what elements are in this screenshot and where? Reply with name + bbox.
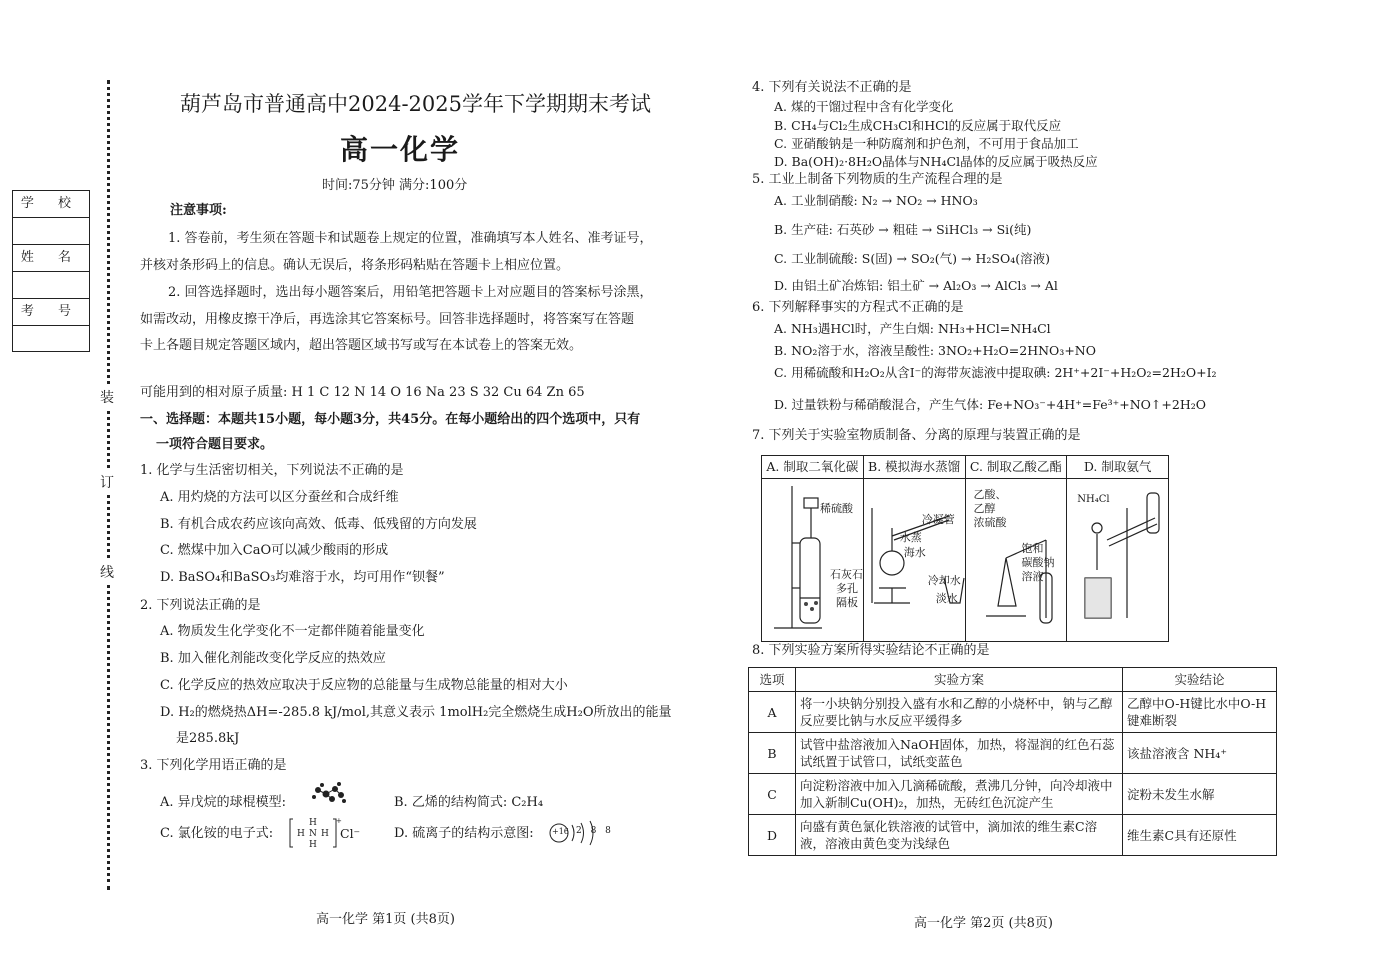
table-row <box>749 733 1277 774</box>
q7-header-a: A. 制取二氧化碳 <box>762 456 863 479</box>
school-field[interactable] <box>13 218 89 245</box>
q8-row-b-plan: 试管中盐溶液加入NaOH固体，加热，将湿润的红色石蕊试纸置于试管口，试纸变蓝色 <box>796 733 1123 774</box>
label-solution: 溶液 <box>1021 570 1044 583</box>
q4-option-c: C. 亚硝酸钠是一种防腐剂和护色剂，不可用于食品加工 <box>774 136 1079 151</box>
q4-option-d: D. Ba(OH)₂·8H₂O晶体与NH₄Cl晶体的反应属于吸热反应 <box>774 154 1098 169</box>
binding-char-xian: 线 <box>100 560 114 584</box>
q2-option-a: A. 物质发生化学变化不一定都伴随着能量变化 <box>160 624 425 639</box>
q7-panel-c <box>966 456 1068 641</box>
label-plate: 隔板 <box>836 596 858 609</box>
notice-1-line-2: 并核对条形码上的信息。确认无误后，将条形码粘贴在答题卡上相应位置。 <box>140 258 570 273</box>
label-cooling-water: 冷却水 <box>927 574 961 587</box>
svg-text:H: H <box>321 829 329 839</box>
notice-2-line-1: 2. 回答选择题时，选出每小题答案后，用铅笔把答题卡上对应题目的答案标号涂黑， <box>168 285 653 300</box>
q8-header-row <box>749 668 1277 692</box>
q3-stem: 3. 下列化学用语正确的是 <box>140 758 287 773</box>
q2-option-c: C. 化学反应的热效应取决于反应物的总能量与生成物总能量的相对大小 <box>160 678 568 693</box>
q5-option-d: D. 由铝土矿冶炼铝: 铝土矿 → Al₂O₃ → AlCl₃ → Al <box>774 278 1058 293</box>
q2-stem: 2. 下列说法正确的是 <box>140 598 261 613</box>
q6-option-a: A. NH₃遇HCl时，产生白烟: NH₃+HCl=NH₄Cl <box>774 321 1051 336</box>
q7-header-d: D. 制取氨气 <box>1067 456 1168 479</box>
label-fresh-water: 淡水 <box>935 592 958 605</box>
table-row <box>749 692 1277 733</box>
q2-option-b: B. 加入催化剂能改变化学反应的热效应 <box>160 651 386 666</box>
q1-option-c: C. 燃煤中加入CaO可以减少酸雨的形成 <box>160 543 389 558</box>
q7-header-b: B. 模拟海水蒸馏 <box>864 456 965 479</box>
svg-text:+: + <box>336 817 342 825</box>
label-seawater: 海水 <box>903 546 926 559</box>
notice-2-line-3: 卡上各题目规定答题区域内，超出答题区域书写或写在本试卷上的答案无效。 <box>140 338 583 353</box>
q3-option-a: A. 异戊烷的球棍模型: <box>160 795 287 810</box>
svg-text:H: H <box>309 840 317 850</box>
label-condenser: 冷凝管 <box>921 513 955 526</box>
q8-stem: 8. 下列实验方案所得实验结论不正确的是 <box>752 643 990 658</box>
label-dilute-sulfuric: 稀硫酸 <box>820 502 853 515</box>
q6-stem: 6. 下列解释事实的方程式不正确的是 <box>752 300 964 315</box>
q4-stem: 4. 下列有关说法不正确的是 <box>752 80 912 95</box>
left-footer: 高一化学 第1页 (共8页) <box>316 912 455 927</box>
q1-option-a: A. 用灼烧的方法可以区分蚕丝和合成纤维 <box>160 490 399 505</box>
label-sodium-carbonate: 碳酸钠 <box>1021 556 1055 569</box>
label-porous: 多孔 <box>836 582 858 595</box>
q1-option-b: B. 有机合成农药应该向高效、低毒、低残留的方向发展 <box>160 517 477 532</box>
section-1-line-2: 一项符合题目要求。 <box>156 437 274 452</box>
q2-option-d-line-2: 是285.8kJ <box>176 731 240 746</box>
ammonium-electron-formula <box>288 815 342 851</box>
q8-col-option: 选项 <box>749 668 796 692</box>
q8-row-d-plan: 向盛有黄色氯化铁溶液的试管中，滴加浓的维生素C溶液，溶液由黄色变为浅绿色 <box>796 815 1123 856</box>
q8-row-c-plan: 向淀粉溶液中加入几滴稀硫酸，煮沸几分钟，向冷却液中加入新制Cu(OH)₂，加热，无砖红色沉淀产生 <box>796 774 1123 815</box>
q5-option-c: C. 工业制硫酸: S(固) → SO₂(气) → H₂SO₄(溶液) <box>774 251 1050 266</box>
q3-option-d: D. 硫离子的结构示意图: <box>394 826 534 841</box>
q6-option-b: B. NO₂溶于水，溶液呈酸性: 3NO₂+H₂O=2HNO₃+NO <box>774 343 1096 358</box>
student-info-box <box>12 190 90 352</box>
isopentane-ball-stick-model <box>308 780 348 806</box>
q6-option-c: C. 用稀硫酸和H₂O₂从含I⁻的海带灰滤液中提取碘: 2H⁺+2I⁻+H₂O₂=2H₂O+I₂ <box>774 365 1217 380</box>
q7-apparatus-figure <box>761 455 1169 642</box>
section-1-line-1: 一、选择题：本题共15小题，每小题3分，共45分。在每小题给出的四个选项中，只有 <box>140 412 641 427</box>
label-ethanol: 乙醇 <box>973 502 996 515</box>
q3-option-b: B. 乙烯的结构简式: C₂H₄ <box>394 795 544 810</box>
q8-row-d-conclusion: 维生素C具有还原性 <box>1123 815 1277 856</box>
q5-option-b: B. 生产硅: 石英砂 → 粗硅 → SiHCl₃ → Si(纯) <box>774 222 1032 237</box>
table-row <box>749 815 1277 856</box>
label-ammonium-chloride: NH₄Cl <box>1077 494 1110 505</box>
q8-row-a-option: A <box>749 692 796 733</box>
q7-panel-d <box>1067 456 1168 641</box>
time-score: 时间:75分钟 满分:100分 <box>322 178 468 193</box>
q8-col-conclusion: 实验结论 <box>1123 668 1277 692</box>
svg-text:N: N <box>309 829 317 839</box>
q4-option-a: A. 煤的干馏过程中含有化学变化 <box>774 99 954 114</box>
q6-option-d: D. 过量铁粉与稀硝酸混合，产生气体: Fe+NO₃⁻+4H⁺=Fe³⁺+NO↑+2H₂O <box>774 397 1206 412</box>
svg-text:H: H <box>309 818 317 828</box>
exam-title: 葫芦岛市普通高中2024-2025学年下学期期末考试 <box>180 92 651 116</box>
notice-1-line-1: 1. 答卷前，考生须在答题卡和试题卷上规定的位置，准确填写本人姓名、准考证号， <box>168 231 653 246</box>
label-saturated: 饱和 <box>1021 542 1044 555</box>
name-field[interactable] <box>13 272 89 299</box>
exam-number-label: 考 号 <box>13 299 89 326</box>
label-limestone: 石灰石 <box>830 568 863 581</box>
chloride-ion: Cl⁻ <box>340 826 361 841</box>
q8-col-plan: 实验方案 <box>796 668 1123 692</box>
q7-stem: 7. 下列关于实验室物质制备、分离的原理与装置正确的是 <box>752 428 1081 443</box>
notice-2-line-2: 如需改动，用橡皮擦干净后，再选涂其它答案标号。回答非选择题时，将答案写在答题 <box>140 312 635 327</box>
q7-panel-b <box>864 456 966 641</box>
label-acetic-acid: 乙酸、 <box>973 488 1007 501</box>
table-row <box>749 774 1277 815</box>
q8-row-a-conclusion: 乙醇中O-H键比水中O-H键难断裂 <box>1123 692 1277 733</box>
q7-header-c: C. 制取乙酸乙酯 <box>966 456 1067 479</box>
q1-stem: 1. 化学与生活密切相关，下列说法不正确的是 <box>140 463 404 478</box>
name-label: 姓 名 <box>13 245 89 272</box>
notice-heading: 注意事项: <box>170 203 227 218</box>
q3-option-c: C. 氯化铵的电子式: <box>160 826 274 841</box>
q8-row-b-conclusion: 该盐溶液含 NH₄⁺ <box>1123 733 1277 774</box>
exam-number-field[interactable] <box>13 326 89 352</box>
q8-row-b-option: B <box>749 733 796 774</box>
binding-char-ding: 订 <box>100 470 114 494</box>
q5-stem: 5. 工业上制备下列物质的生产流程合理的是 <box>752 172 1003 187</box>
q7-panel-a <box>762 456 864 641</box>
q1-option-d: D. BaSO₄和BaSO₃均难溶于水，均可用作“钡餐” <box>160 570 445 585</box>
q8-row-c-option: C <box>749 774 796 815</box>
sulfide-nucleus-charge: +16 <box>552 827 569 836</box>
subject-title: 高一化学 <box>340 133 461 166</box>
sulfide-shell-electrons: 2 8 8 <box>576 826 614 836</box>
atomic-masses: 可能用到的相对原子质量: H 1 C 12 N 14 O 16 Na 23 S 32 Cu 64 Zn 65 <box>140 385 585 400</box>
q8-row-c-conclusion: 淀粉未发生水解 <box>1123 774 1277 815</box>
q2-option-d-line-1: D. H₂的燃烧热ΔH=-285.8 kJ/mol,其意义表示 1molH₂完全燃烧生成H₂O所放出的能量 <box>160 705 672 720</box>
q4-option-b: B. CH₄与Cl₂生成CH₃Cl和HCl的反应属于取代反应 <box>774 118 1062 133</box>
right-footer: 高一化学 第2页 (共8页) <box>914 916 1053 931</box>
q8-table <box>748 667 1277 856</box>
svg-text:H: H <box>297 829 305 839</box>
binding-char-zhuang: 装 <box>100 385 114 409</box>
label-water-vapor: 水蒸 <box>899 531 922 544</box>
q8-row-a-plan: 将一小块钠分别投入盛有水和乙醇的小烧杯中，钠与乙醇反应要比钠与水反应平缓得多 <box>796 692 1123 733</box>
q5-option-a: A. 工业制硝酸: N₂ → NO₂ → HNO₃ <box>774 193 978 208</box>
q8-row-d-option: D <box>749 815 796 856</box>
label-conc-sulfuric: 浓硫酸 <box>973 516 1007 529</box>
school-label: 学 校 <box>13 191 89 218</box>
